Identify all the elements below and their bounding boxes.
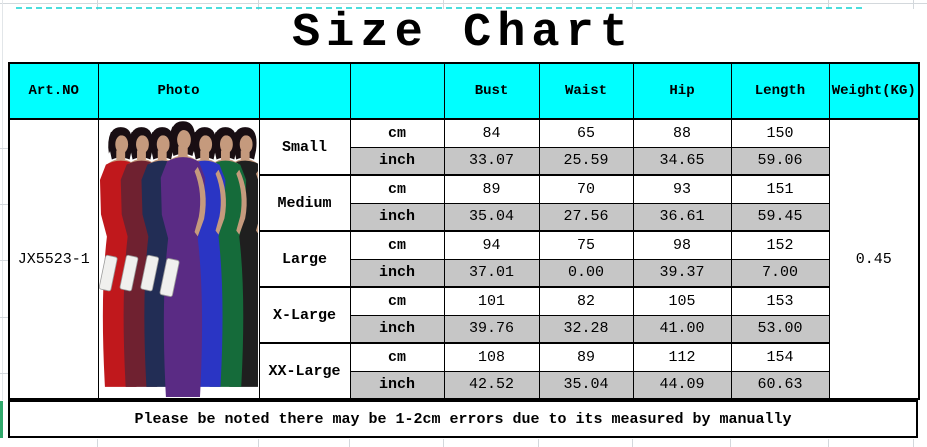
measurement-cell: 65 [539, 119, 633, 147]
weight-cell: 0.45 [829, 119, 919, 399]
measurement-cell: 70 [539, 175, 633, 203]
unit-cell: inch [350, 203, 444, 231]
sheet-gridline [0, 148, 8, 149]
measurement-cell: 7.00 [731, 259, 829, 287]
measurement-cell: 151 [731, 175, 829, 203]
measurement-cell: 152 [731, 231, 829, 259]
measurement-cell: 44.09 [633, 371, 731, 399]
sheet-gridline [349, 439, 350, 447]
photo-cell [98, 119, 259, 399]
art-no-cell: JX5523-1 [9, 119, 98, 399]
sheet-gridline [0, 317, 8, 318]
measurement-note [8, 400, 918, 438]
sheet-gridline [730, 439, 731, 447]
column-header-size [259, 63, 350, 119]
measurement-cell: 88 [633, 119, 731, 147]
unit-cell: cm [350, 231, 444, 259]
measurement-cell: 36.61 [633, 203, 731, 231]
measurement-cell: 154 [731, 343, 829, 371]
size-chart-table [8, 62, 920, 400]
column-header-hip: Hip [633, 63, 731, 119]
column-header-weight: Weight(KG) [829, 63, 919, 119]
measurement-cell: 39.37 [633, 259, 731, 287]
sheet-gridline [632, 439, 633, 447]
size-name-cell: Small [259, 119, 350, 175]
unit-cell: cm [350, 343, 444, 371]
measurement-cell: 37.01 [444, 259, 539, 287]
column-header-length: Length [731, 63, 829, 119]
sheet-gridline [0, 204, 8, 205]
size-table-body [9, 119, 919, 399]
measurement-cell: 89 [539, 343, 633, 371]
measurement-cell: 105 [633, 287, 731, 315]
column-header-unit [350, 63, 444, 119]
measurement-cell: 60.63 [731, 371, 829, 399]
measurement-cell: 53.00 [731, 315, 829, 343]
column-header-art-no: Art.NO [9, 63, 98, 119]
measurement-cell: 101 [444, 287, 539, 315]
sheet-gridline [258, 439, 259, 447]
unit-cell: inch [350, 315, 444, 343]
measurement-cell: 75 [539, 231, 633, 259]
measurement-cell: 35.04 [539, 371, 633, 399]
size-name-cell: XX-Large [259, 343, 350, 399]
product-photo [99, 121, 258, 397]
size-name-cell: Medium [259, 175, 350, 231]
measurement-cell: 98 [633, 231, 731, 259]
size-name-cell: Large [259, 231, 350, 287]
unit-cell: inch [350, 371, 444, 399]
measurement-cell: 42.52 [444, 371, 539, 399]
unit-cell: inch [350, 147, 444, 175]
measurement-cell: 34.65 [633, 147, 731, 175]
sheet-gridline [538, 439, 539, 447]
sheet-gridline [0, 260, 8, 261]
measurement-cell: 0.00 [539, 259, 633, 287]
measurement-cell: 59.45 [731, 203, 829, 231]
column-header-bust: Bust [444, 63, 539, 119]
header-row [9, 63, 919, 119]
unit-cell: inch [350, 259, 444, 287]
measurement-cell: 39.76 [444, 315, 539, 343]
measurement-cell: 32.28 [539, 315, 633, 343]
measurement-cell: 108 [444, 343, 539, 371]
measurement-cell: 112 [633, 343, 731, 371]
measurement-cell: 84 [444, 119, 539, 147]
measurement-cell: 89 [444, 175, 539, 203]
column-header-photo: Photo [98, 63, 259, 119]
measurement-cell: 153 [731, 287, 829, 315]
measurement-note-text: Please be noted there may be 1-2cm errors due to its measured by manually [134, 410, 792, 428]
measurement-cell: 33.07 [444, 147, 539, 175]
measurement-cell: 25.59 [539, 147, 633, 175]
column-header-waist: Waist [539, 63, 633, 119]
sheet-gridline [97, 439, 98, 447]
measurement-cell: 27.56 [539, 203, 633, 231]
measurement-cell: 59.06 [731, 147, 829, 175]
unit-cell: cm [350, 287, 444, 315]
unit-cell: cm [350, 175, 444, 203]
measurement-cell: 41.00 [633, 315, 731, 343]
measurement-cell: 94 [444, 231, 539, 259]
row-small-cm [9, 119, 919, 147]
measurement-cell: 150 [731, 119, 829, 147]
sheet-gridline [443, 439, 444, 447]
sheet-gridline [828, 439, 829, 447]
sheet-gridline [2, 0, 3, 400]
sheet-gridline [913, 439, 914, 447]
measurement-cell: 93 [633, 175, 731, 203]
measurement-cell: 82 [539, 287, 633, 315]
sheet-gridline [0, 373, 8, 374]
unit-cell: cm [350, 119, 444, 147]
size-name-cell: X-Large [259, 287, 350, 343]
page-title: Size Chart [291, 7, 635, 60]
measurement-cell: 35.04 [444, 203, 539, 231]
page-break-marker-left [0, 401, 3, 438]
